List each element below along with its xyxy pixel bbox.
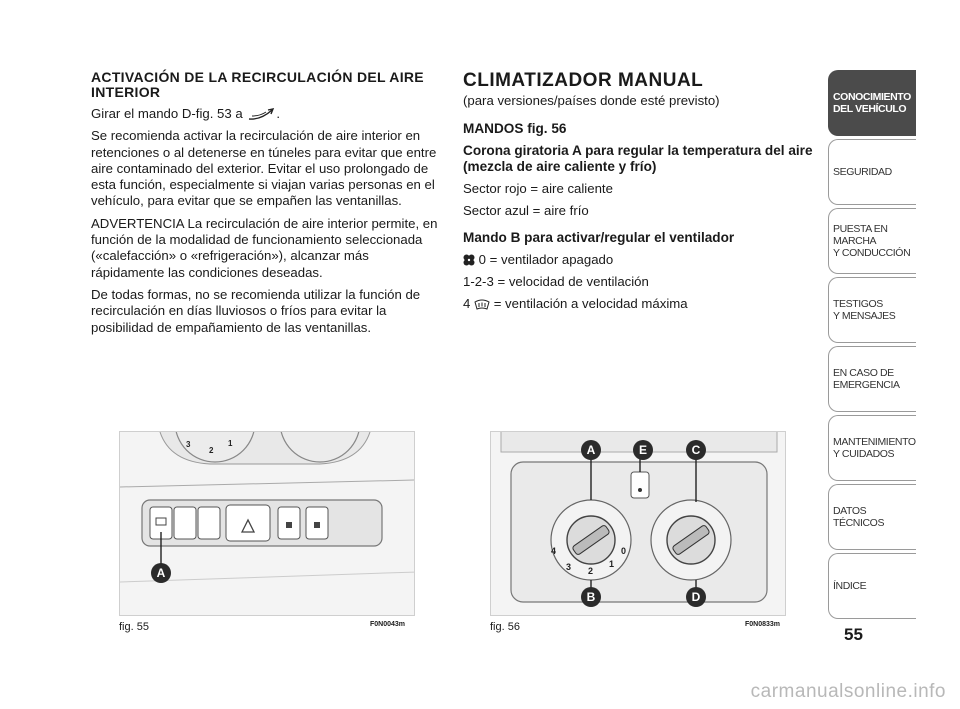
max-line — [463, 296, 818, 312]
instruction-end: . — [276, 106, 281, 121]
watermark: carmanualsonline.info — [750, 681, 946, 702]
callout-b: B — [586, 590, 596, 604]
tab-emergencia[interactable] — [828, 346, 916, 412]
callout-e: E — [638, 443, 648, 457]
sector-blue: Sector azul = aire frío — [463, 203, 589, 219]
figure-56 — [490, 431, 786, 616]
windscreen-icon — [474, 299, 490, 311]
page-number: 55 — [844, 625, 863, 644]
corona-heading: Corona giratoria A para regular la temperatura del aire (mezcla de aire caliente y frío) — [463, 143, 813, 174]
tab-label: TESTIGOS Y MENSAJES — [833, 298, 896, 322]
tab-mantenimiento[interactable] — [828, 415, 916, 481]
knob-number-4: 4 — [551, 546, 557, 556]
tab-label: EN CASO DE EMERGENCIA — [833, 367, 900, 391]
recirculation-icon — [246, 108, 276, 122]
right-column — [463, 70, 818, 318]
tab-label: SEGURIDAD — [833, 166, 892, 178]
max-prefix: 4 — [463, 296, 471, 312]
tab-seguridad[interactable] — [828, 139, 916, 205]
climate-control-illustration — [491, 432, 786, 616]
tab-label: ÍNDICE — [833, 580, 867, 592]
fig55-code: F0N0043m — [370, 621, 406, 628]
callout-c: C — [691, 443, 701, 457]
tab-label: CONOCIMIENTO DEL VEHÍCULO — [833, 91, 911, 115]
fan-icon — [463, 254, 475, 266]
mando-b-heading: Mando B para activar/regular el ventilador — [463, 229, 735, 245]
recirculation-heading: ACTIVACIÓN DE LA RECIRCULACIÓN DEL AIRE INTERIOR — [91, 69, 424, 100]
dial-number-3: 3 — [186, 440, 191, 449]
fan-off-text: 0 = ventilador apagado — [478, 251, 614, 267]
tab-datos-tecnicos[interactable] — [828, 484, 916, 550]
tab-puesta-en-marcha[interactable] — [828, 208, 916, 274]
tab-label: MANTENIMIENTO Y CUIDADOS — [833, 436, 916, 460]
fig55-caption: fig. 55 — [119, 621, 149, 633]
fan-off-line — [463, 252, 818, 268]
sector-red: Sector rojo = aire caliente — [463, 181, 613, 196]
callout-a: A — [156, 566, 166, 580]
mandos-heading: MANDOS fig. 56 — [463, 121, 567, 136]
section-title: CLIMATIZADOR MANUAL — [463, 70, 704, 91]
knob-number-3: 3 — [566, 562, 572, 572]
figure-55 — [119, 431, 415, 616]
knob-number-2: 2 — [588, 566, 594, 576]
dial-number-1: 1 — [228, 439, 233, 448]
dashboard-switches-illustration — [120, 432, 415, 616]
fig56-code: F0N0833m — [745, 621, 781, 628]
fig56-caption: fig. 56 — [490, 621, 520, 633]
max-suffix: = ventilación a velocidad máxima — [493, 296, 688, 312]
callout-d: D — [691, 590, 701, 604]
speeds-line: 1-2-3 = velocidad de ventilación — [463, 273, 649, 289]
tab-conocimiento[interactable] — [828, 70, 916, 136]
paragraph-1: Se recomienda activar la recirculación de aire interior en retenciones o al detenerse en túneles para evitar que entre aire contaminado del exterior. Evitar el uso prolongado de esta función, especialmente si viajan varias personas en el vehículo, para evitar que se empañen las ventanillas. — [91, 128, 437, 209]
knob-number-1: 1 — [609, 559, 615, 569]
instruction — [91, 106, 441, 122]
left-column — [91, 70, 441, 342]
chapter-tabs — [828, 70, 916, 622]
tab-testigos[interactable] — [828, 277, 916, 343]
paragraph-3: De todas formas, no se recomienda utilizar la función de recirculación en días lluviosos o fríos para evitar la posibilidad de empañamiento de las ventanillas. — [91, 286, 421, 335]
tab-indice[interactable] — [828, 553, 916, 619]
callout-a: A — [586, 443, 596, 457]
dial-number-2: 2 — [209, 446, 214, 455]
section-subtitle: (para versiones/países donde esté previsto) — [463, 93, 720, 108]
instruction-text: Girar el mando D-fig. 53 a — [91, 106, 243, 121]
tab-label: PUESTA EN MARCHA Y CONDUCCIÓN — [833, 223, 911, 259]
paragraph-2: ADVERTENCIA La recirculación de aire interior permite, en función de la modalidad de funcionamiento seleccionada («calefacción» o «refrigeración»), alcanzar más rápidamente las condiciones deseadas. — [91, 215, 438, 280]
tab-label: DATOS TÉCNICOS — [833, 505, 885, 529]
knob-number-0: 0 — [621, 546, 627, 556]
